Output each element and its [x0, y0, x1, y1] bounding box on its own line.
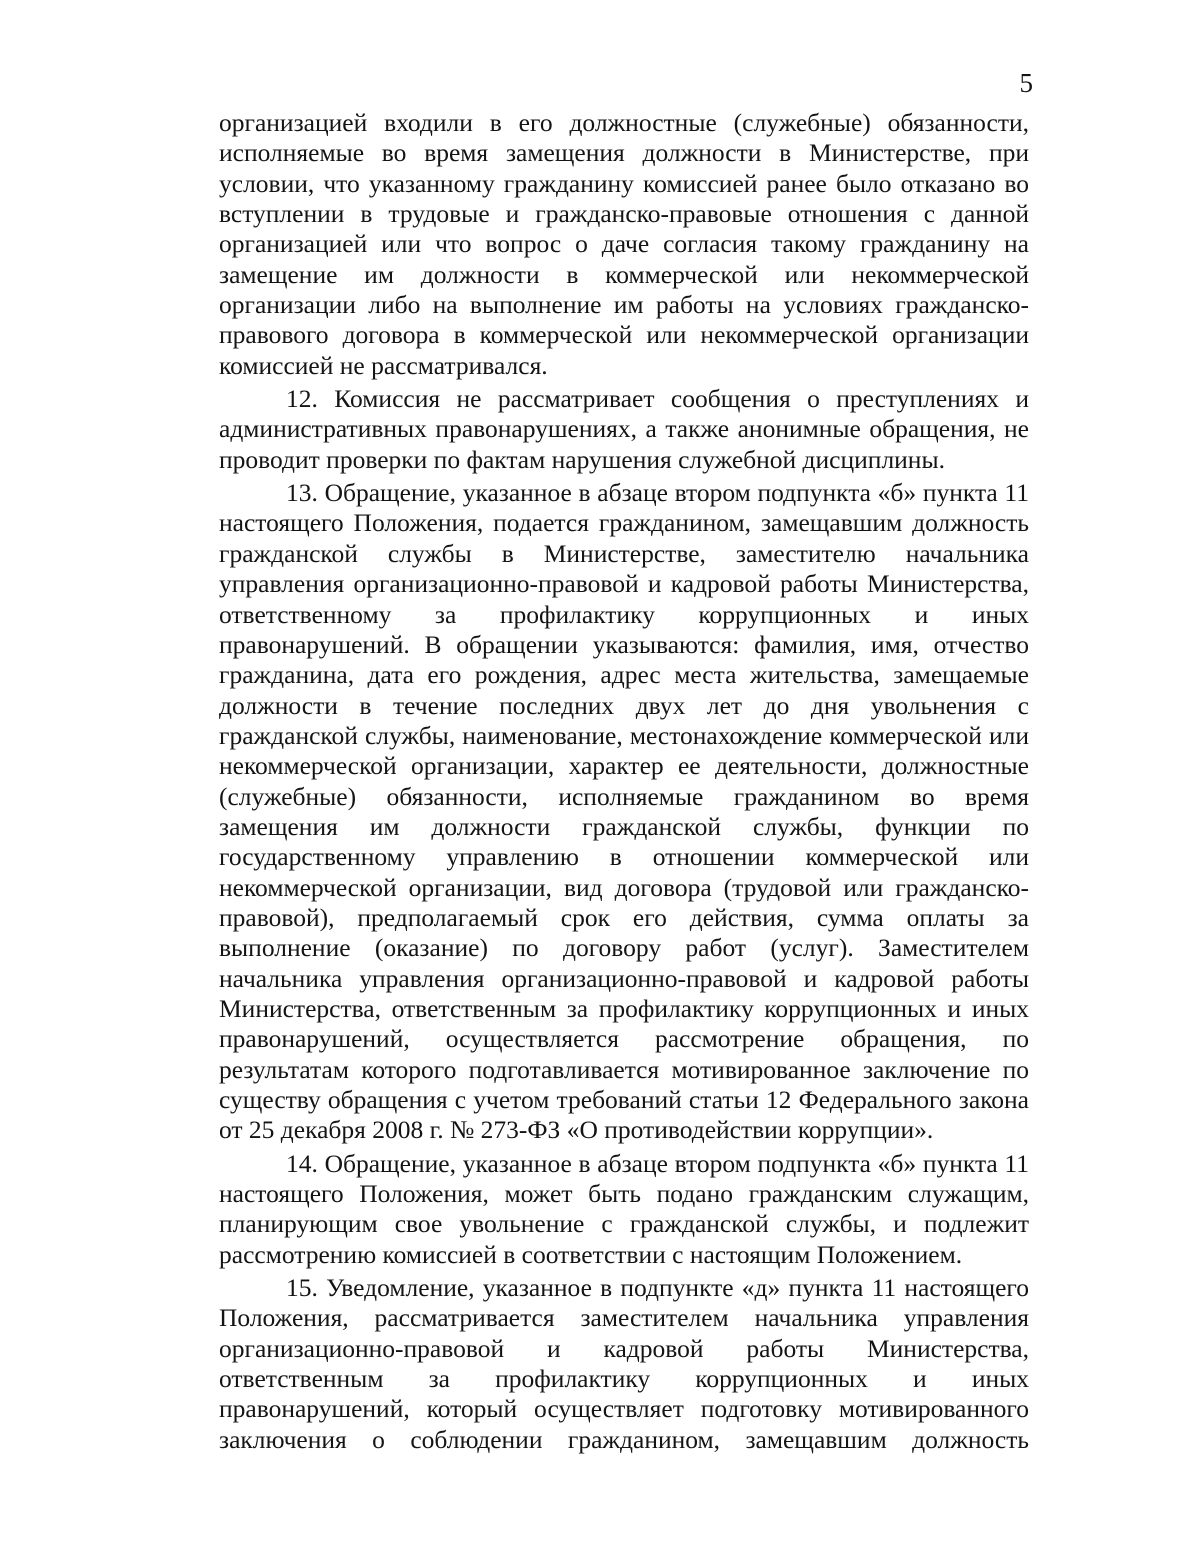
document-body	[219, 108, 1029, 1458]
paragraph-15: 15. Уведомление, указанное в подпункте «д» пункта 11 настоящего Положения, рассматривается заместителем начальника управления организационно-правовой и кадровой работы Министерства, ответственным за профилактику коррупционных и иных правонарушений, который осуществляет подготовку мотивированного заключения о соблюдении гражданином, замещавшим должность	[219, 1273, 1029, 1454]
paragraph-13: 13. Обращение, указанное в абзаце втором подпункта «б» пункта 11 настоящего Положения, подается гражданином, замещавшим должность гражданской службы в Министерстве, заместителю начальника управления организационно-правовой и кадровой работы Министерства, ответственному за профилактику коррупционных и иных правонарушений. В обращении указываются: фамилия, имя, отчество гражданина, дата его рождения, адрес места жительства, замещаемые должности в течение последних двух лет до дня увольнения с гражданской службы, наименование, местонахождение коммерческой или некоммерческой организации, характер ее деятельности, должностные (служебные) обязанности, исполняемые гражданином во время замещения им должности гражданской службы, функции по государственному управлению в отношении коммерческой или некоммерческой организации, вид договора (трудовой или гражданско-правовой), предполагаемый срок его действия, сумма оплаты за выполнение (оказание) по договору работ (услуг). Заместителем начальника управления организационно-правовой и кадровой работы Министерства, ответственным за профилактику коррупционных и иных правонарушений, осуществляется рассмотрение обращения, по результатам которого подготавливается мотивированное заключение по существу обращения с учетом требований статьи 12 Федерального закона от 25 декабря 2008 г. № 273-ФЗ «О противодействии коррупции».	[219, 478, 1029, 1145]
paragraph-continuation: организацией входили в его должностные (служебные) обязанности, исполняемые во время замещения должности в Министерстве, при условии, что указанному гражданину комиссией ранее было отказано во вступлении в трудовые и гражданско-правовые отношения с данной организацией или что вопрос о даче согласия такому гражданину на замещение им должности в коммерческой или некоммерческой организации либо на выполнение им работы на условиях гражданско-правового договора в коммерческой или некоммерческой организации комиссией не рассматривался.	[219, 108, 1029, 380]
paragraph-12: 12. Комиссия не рассматривает сообщения о преступлениях и административных правонарушениях, а также анонимные обращения, не проводит проверки по фактам нарушения служебной дисциплины.	[219, 384, 1029, 474]
page-number: 5	[1019, 68, 1033, 98]
paragraph-14: 14. Обращение, указанное в абзаце втором подпункта «б» пункта 11 настоящего Положения, может быть подано гражданским служащим, планирующим свое увольнение с гражданской службы, и подлежит рассмотрению комиссией в соответствии с настоящим Положением.	[219, 1148, 1029, 1269]
